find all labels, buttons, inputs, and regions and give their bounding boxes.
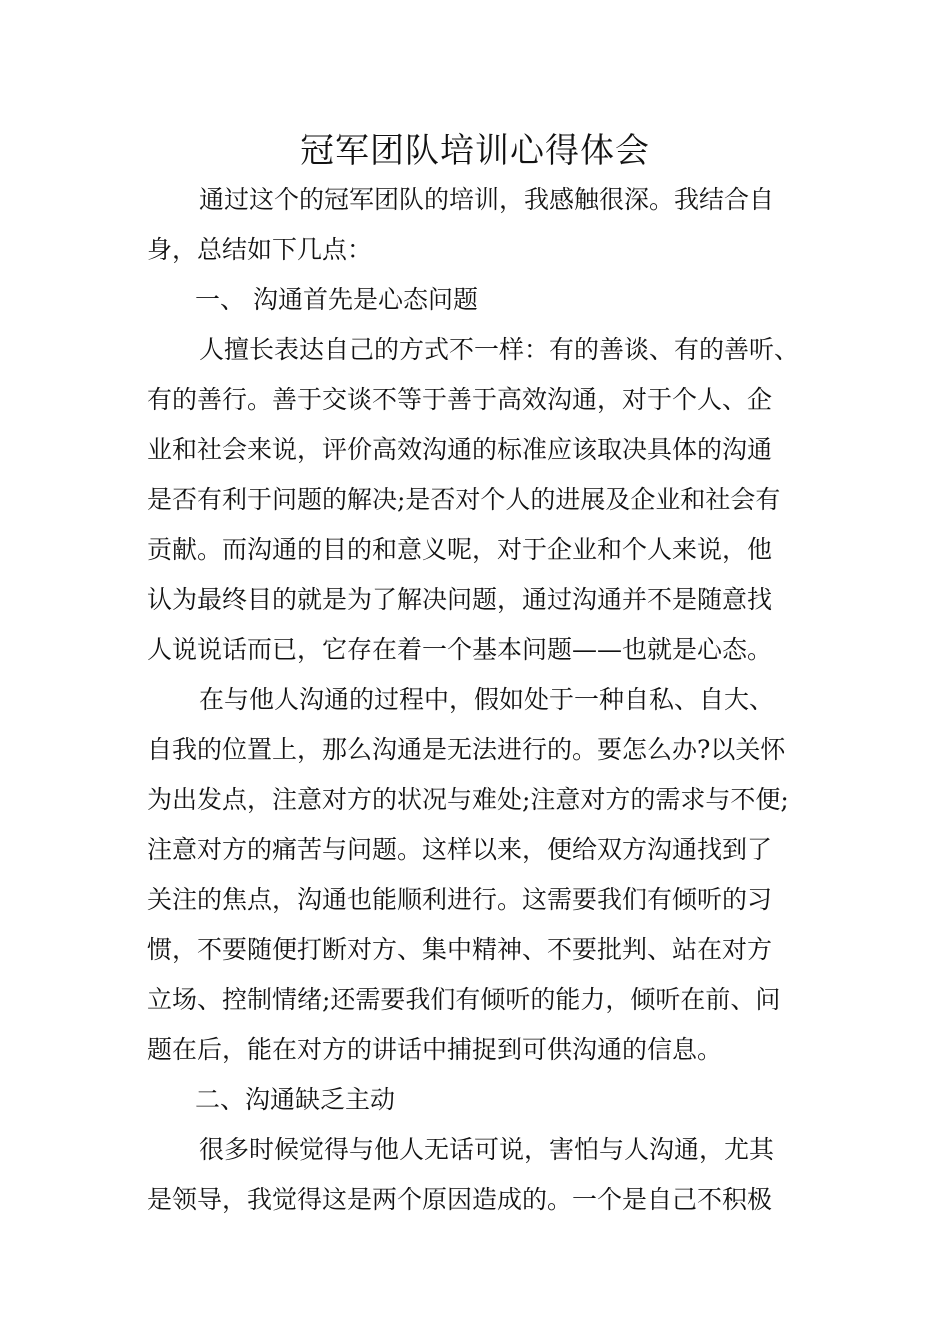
paragraph-line: 在与他人沟通的过程中，假如处于一种自私、自大、 <box>199 685 775 714</box>
paragraph-line: 自我的位置上，那么沟通是无法进行的。要怎么办?以关怀 <box>147 735 786 764</box>
paragraph-line: 人擅长表达自己的方式不一样：有的善谈、有的善听、 <box>199 335 800 364</box>
section-heading-1: 一、 沟通首先是心态问题 <box>195 285 478 314</box>
paragraph-line: 注意对方的痛苦与问题。这样以来，便给双方沟通找到了 <box>147 835 773 864</box>
paragraph-line: 很多时候觉得与他人无话可说，害怕与人沟通，尤其 <box>199 1135 775 1164</box>
section-heading-2: 二、沟通缺乏主动 <box>195 1085 396 1114</box>
paragraph-line: 惯，不要随便打断对方、集中精神、不要批判、站在对方 <box>147 935 773 964</box>
paragraph-line: 题在后，能在对方的讲话中捕捉到可供沟通的信息。 <box>147 1035 723 1064</box>
paragraph-line: 人说说话而已，它存在着一个基本问题——也就是心态。 <box>147 635 773 664</box>
paragraph-line: 立场、控制情绪;还需要我们有倾听的能力，倾听在前、问 <box>147 985 781 1014</box>
paragraph-line: 有的善行。善于交谈不等于善于高效沟通，对于个人、企 <box>147 385 773 414</box>
paragraph-line: 认为最终目的就是为了解决问题，通过沟通并不是随意找 <box>147 585 773 614</box>
document-title: 冠军团队培训心得体会 <box>300 131 650 171</box>
paragraph-line: 关注的焦点，沟通也能顺利进行。这需要我们有倾听的习 <box>147 885 773 914</box>
paragraph-line: 通过这个的冠军团队的培训，我感触很深。我结合自 <box>199 185 775 214</box>
paragraph-line: 是领导，我觉得这是两个原因造成的。一个是自己不积极 <box>147 1185 773 1214</box>
paragraph-line: 是否有利于问题的解决;是否对个人的进展及企业和社会有 <box>147 485 781 514</box>
paragraph-line: 贡献。而沟通的目的和意义呢，对于企业和个人来说，他 <box>147 535 773 564</box>
paragraph-line: 业和社会来说，评价高效沟通的标准应该取决具体的沟通 <box>147 435 773 464</box>
paragraph-line: 身，总结如下几点： <box>147 235 373 264</box>
paragraph-line: 为出发点，注意对方的状况与难处;注意对方的需求与不便; <box>147 785 789 814</box>
